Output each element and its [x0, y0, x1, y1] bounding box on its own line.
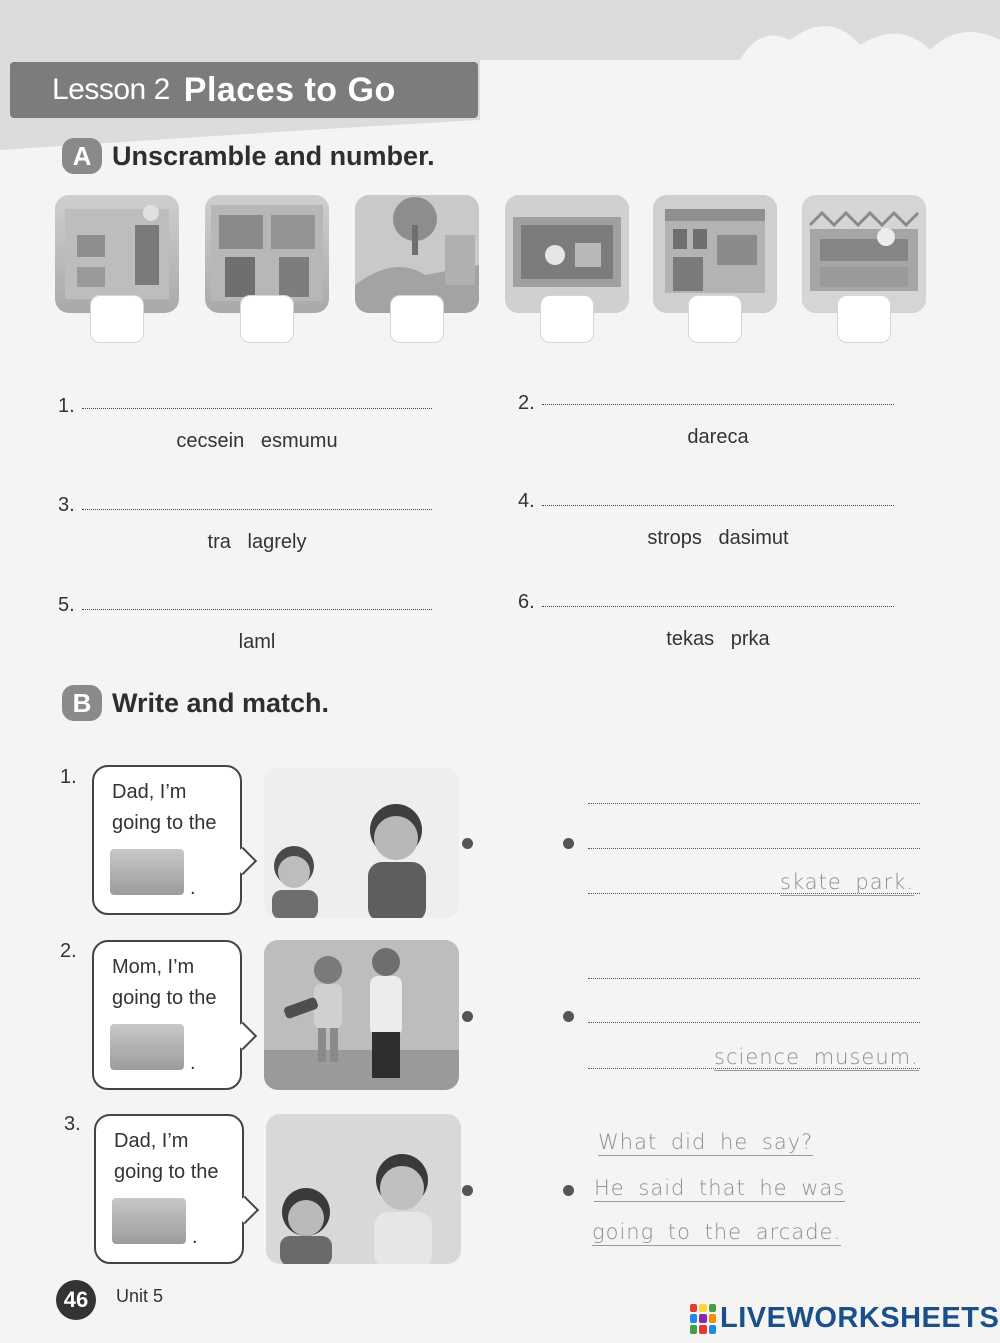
scrambled-clue: dareca: [687, 426, 749, 448]
bubble-period: .: [190, 877, 196, 899]
match-dot-left-1[interactable]: [462, 838, 473, 849]
speech-bubble-3: [94, 1114, 244, 1264]
answer-text-2: science museum.: [714, 1045, 919, 1069]
answer-line[interactable]: [542, 606, 894, 607]
bubble-line-2: going to the: [112, 987, 217, 1009]
skate-park-thumbnail: [110, 1024, 184, 1070]
arcade-thumbnail: [110, 849, 184, 895]
write-line[interactable]: [588, 848, 920, 849]
scrambled-clue: laml: [238, 631, 276, 653]
answer-line[interactable]: [82, 408, 432, 409]
lesson-banner: [10, 62, 478, 118]
answer-text-1: skate park.: [780, 870, 915, 894]
speech-bubble-2: [92, 940, 242, 1090]
liveworksheets-icon: [690, 1304, 716, 1334]
match-dot-right-3[interactable]: [563, 1185, 574, 1196]
bubble-line-1: Dad, I’m: [112, 781, 187, 803]
picture-number-box-1[interactable]: [90, 295, 144, 343]
item-number: 5.: [58, 594, 75, 616]
speech-bubble-1: [92, 765, 242, 915]
item-number: 4.: [518, 490, 535, 512]
bubble-period: .: [192, 1226, 198, 1248]
science-museum-thumbnail: [112, 1198, 186, 1244]
lesson-label: Lesson 2: [52, 73, 170, 106]
section-b-badge: B: [62, 685, 102, 721]
b-item-number-1: 1.: [60, 766, 77, 788]
match-dot-left-3[interactable]: [462, 1185, 473, 1196]
scrambled-clue: strops dasimut: [647, 527, 789, 549]
scene-girl-and-mom: [264, 940, 459, 1090]
bubble-line-2: going to the: [114, 1161, 219, 1183]
answer-line[interactable]: [82, 609, 432, 610]
item-number: 3.: [58, 494, 75, 516]
item-number: 6.: [518, 591, 535, 613]
page-number: 46: [56, 1280, 96, 1320]
answer-line[interactable]: [542, 505, 894, 506]
write-line[interactable]: [588, 803, 920, 804]
picture-number-box-3[interactable]: [390, 295, 444, 343]
write-line[interactable]: [588, 978, 920, 979]
section-b-title: Write and match.: [112, 687, 330, 718]
scrambled-clue: tra lagrely: [207, 531, 307, 553]
bubble-line-1: Mom, I’m: [112, 956, 195, 978]
b-item-number-2: 2.: [60, 940, 77, 962]
liveworksheets-logo: [690, 1302, 999, 1335]
answer-text-3c: going to the arcade.: [592, 1220, 842, 1244]
section-a-header: [62, 138, 435, 174]
bubble-period: .: [190, 1052, 196, 1074]
scene-girl-and-dad: [266, 1114, 461, 1264]
answer-text-3a: What did he say?: [598, 1130, 814, 1154]
scene-boy-and-dad: [264, 768, 459, 918]
b-item-number-3: 3.: [64, 1113, 81, 1135]
answer-text-3b: He said that he was: [594, 1176, 846, 1200]
unit-label: Unit 5: [116, 1286, 164, 1306]
section-b-header: [62, 685, 329, 721]
bubble-line-2: going to the: [112, 812, 217, 834]
write-line[interactable]: [588, 1022, 920, 1023]
item-number: 1.: [58, 395, 75, 417]
item-number: 2.: [518, 392, 535, 414]
bubble-tail: [229, 1022, 257, 1050]
scrambled-clue: cecsein esmumu: [176, 430, 338, 452]
picture-number-box-4[interactable]: [540, 295, 594, 343]
picture-row: [50, 195, 930, 350]
match-dot-left-2[interactable]: [462, 1011, 473, 1022]
section-a-badge: A: [62, 138, 102, 174]
match-dot-right-1[interactable]: [563, 838, 574, 849]
match-dot-right-2[interactable]: [563, 1011, 574, 1022]
scrambled-clue: tekas prka: [666, 628, 770, 650]
picture-number-box-6[interactable]: [837, 295, 891, 343]
answer-line[interactable]: [542, 404, 894, 405]
lesson-title: Places to Go: [183, 70, 396, 109]
section-a-title: Unscramble and number.: [112, 140, 435, 171]
bubble-line-1: Dad, I’m: [114, 1130, 189, 1152]
bubble-tail: [231, 1196, 259, 1224]
bubble-tail: [229, 847, 257, 875]
picture-number-box-5[interactable]: [688, 295, 742, 343]
liveworksheets-wordmark: LIVEWORKSHEETS: [720, 1302, 1000, 1334]
picture-number-box-2[interactable]: [240, 295, 294, 343]
answer-line[interactable]: [82, 509, 432, 510]
